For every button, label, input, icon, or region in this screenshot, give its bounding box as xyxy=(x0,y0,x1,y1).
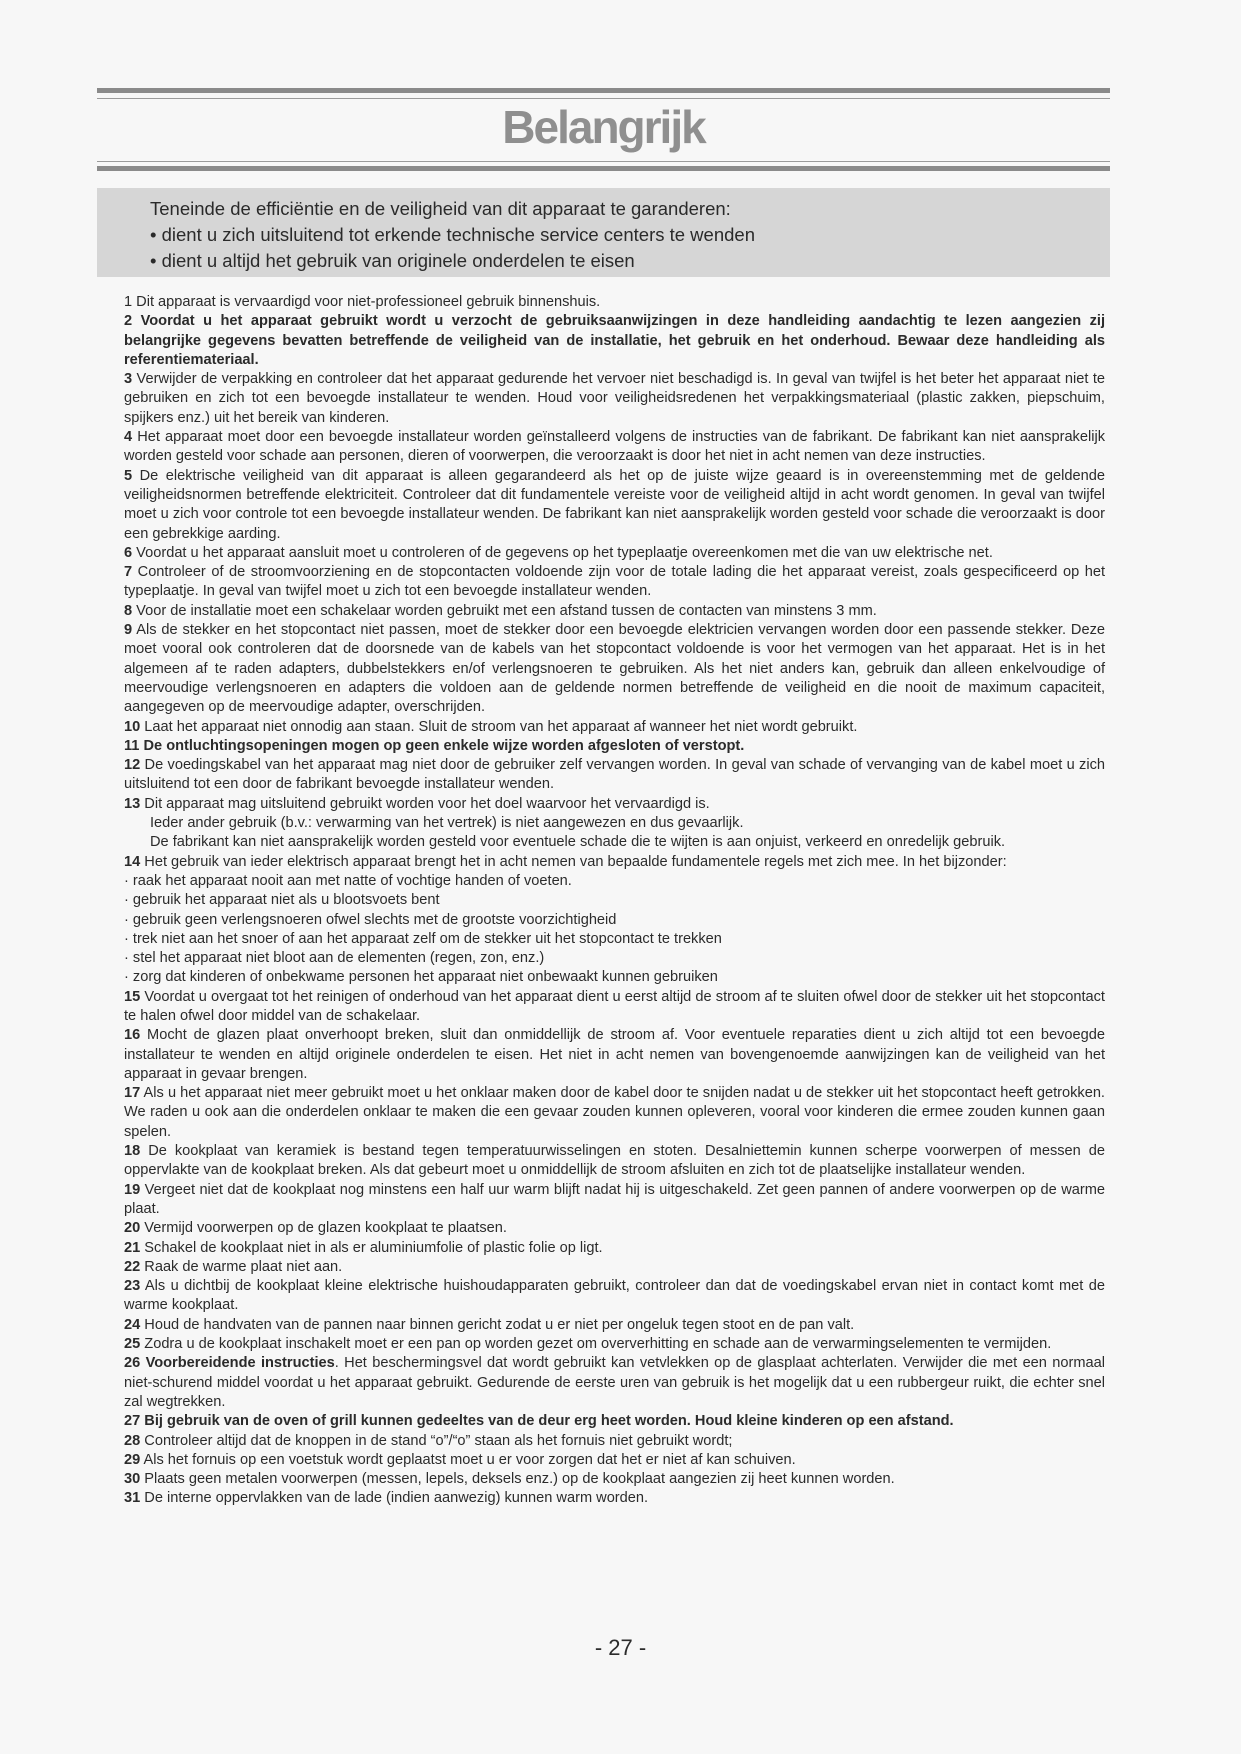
list-item: · trek niet aan het snoer of aan het apparaat zelf om de stekker uit het stopcontact te trekken xyxy=(124,930,722,947)
item-4: 4 Het apparaat moet door een bevoegde installateur worden geïnstalleerd volgens de instructies van de fabrikant. De fabrikant kan niet aansprakelijk worden gesteld voor schade aan personen, dieren of voorwerpen, die veroorzaakt is door het niet in acht nemen van deze instructies. xyxy=(124,429,1105,465)
item-30: 30 Plaats geen metalen voorwerpen (messen, lepels, deksels enz.) op de kookplaat aangezien zij heet kunnen worden. xyxy=(124,1471,895,1488)
item-16: 16 Mocht de glazen plaat onverhoopt breken, sluit dan onmiddellijk de stroom af. Voor eventuele reparaties dient u zich altijd tot een bevoegde installateur te wenden en altijd originele onderdelen te eisen. Het niet in acht nemen van bovengenoemde aanwijzingen kan de veiligheid van het apparaat in gevaar brengen. xyxy=(124,1027,1105,1082)
item-8: 8 Voor de installatie moet een schakelaar worden gebruikt met een afstand tussen de contacten van minstens 3 mm. xyxy=(124,602,877,619)
item-31: 31 De interne oppervlakken van de lade (indien aanwezig) kunnen warm worden. xyxy=(124,1490,649,1507)
instructions-body xyxy=(124,293,1105,1509)
item-21: 21 Schakel de kookplaat niet in als er aluminiumfolie of plastic folie op ligt. xyxy=(124,1239,603,1256)
item-7: 7 Controleer of de stroomvoorziening en de stopcontacten voldoende zijn voor de totale lading die het apparaat vereist, zoals gespecificeerd op het typeplaatje. In geval van twijfel moet u zich tot een bevoegde installateur wenden. xyxy=(124,564,1105,600)
list-item: · zorg dat kinderen of onbekwame personen het apparaat niet onbewaakt kunnen gebruiken xyxy=(124,969,718,986)
notice-box xyxy=(97,188,1110,277)
page-title: Belangrijk xyxy=(502,101,705,153)
header-rule-thin xyxy=(97,98,1110,99)
item-9: 9 Als de stekker en het stopcontact niet passen, moet de stekker door een bevoegde elektricien vervangen worden door een passende stekker. Deze moet vooral ook controleren dat de doorsnede van de kabels van het stopcontact voldoende is voor het vermogen van het apparaat. Het is in het algemeen af te raden adapters, dubbelstekkers en/of verlengsnoeren te gebruiken. Als het niet anders kan, gebruik dan alleen enkelvoudige of meervoudige verlengsnoeren en adapters die voldoen aan de geldende normen betreffende de veiligheid en die nooit de maximum capaciteit, aangegeven op de meervoudige adapter, overschrijden. xyxy=(124,622,1105,716)
item-25: 25 Zodra u de kookplaat inschakelt moet er een pan op worden gezet om oververhitting en schade aan de verwarmingselementen te vermijden. xyxy=(124,1336,1052,1353)
list-item: · gebruik het apparaat niet als u blootsvoets bent xyxy=(124,892,440,909)
item-3: 3 Verwijder de verpakking en controleer dat het apparaat gedurende het vervoer niet beschadigd is. In geval van twijfel is het beter het apparaat niet te gebruiken en zich tot een bevoegde installateur te wenden. Houd voor veiligheidsredenen het verpakkingsmateriaal (plastic zakken, piepschuim, spijkers enz.) uit het bereik van kinderen. xyxy=(124,371,1105,426)
list-item: · stel het apparaat niet bloot aan de elementen (regen, zon, enz.) xyxy=(124,950,545,967)
item-15: 15 Voordat u overgaat tot het reinigen of onderhoud van het apparaat dient u eerst altijd de stroom af te sluiten ofwel door de stekker uit het stopcontact te halen ofwel door middel van de schakelaar. xyxy=(124,988,1105,1024)
item-22: 22 Raak de warme plaat niet aan. xyxy=(124,1258,343,1275)
item-6: 6 Voordat u het apparaat aansluit moet u controleren of de gegevens op het typeplaatje overeenkomen met die van uw elektrische net. xyxy=(124,544,993,561)
item-26: 26 Voorbereidende instructies. Het beschermingsvel dat wordt gebruikt kan vetvlekken op de glasplaat achterlaten. Verwijder die met een normaal niet-schurend middel voordat u het apparaat gebruikt. Gedurende de eerste uren van gebruik is het mogelijk dat u een rubbergeur ruikt, die echter snel zal wegtrekken. xyxy=(124,1355,1105,1410)
item-23: 23 Als u dichtbij de kookplaat kleine elektrische huishoudapparaten gebruikt, controleer dan dat de voedingskabel ervan niet in contact komt met de warme kookplaat. xyxy=(124,1278,1105,1314)
item-17: 17 Als u het apparaat niet meer gebruikt moet u het onklaar maken door de kabel door te snijden nadat u de stekker uit het stopcontact heeft getrokken. We raden u ook aan die onderdelen onklaar te maken die een gevaar zouden kunnen opleveren, vooral voor kinderen die ermee zouden kunnen gaan spelen. xyxy=(124,1085,1105,1140)
notice-intro: Teneinde de efficiëntie en de veiligheid van dit apparaat te garanderen: xyxy=(150,198,731,219)
header-rule-thick xyxy=(97,88,1110,93)
item-19: 19 Vergeet niet dat de kookplaat nog minstens een half uur warm blijft nadat hij is uitgeschakeld. Zet geen pannen of andere voorwerpen op de warme plaat. xyxy=(124,1181,1105,1217)
item-14: 14 Het gebruik van ieder elektrisch apparaat brengt het in acht nemen van bepaalde fundamentele regels met zich mee. In het bijzonder: xyxy=(124,853,1007,870)
item-12: 12 De voedingskabel van het apparaat mag niet door de gebruiker zelf vervangen worden. In geval van schade of vervanging van de kabel moet u zich uitsluitend tot een door de fabrikant bevoegde installateur wenden. xyxy=(124,757,1105,793)
item-1: 1 Dit apparaat is vervaardigd voor niet-professioneel gebruik binnenshuis. xyxy=(124,294,601,310)
page-number: - 27 - xyxy=(594,1635,647,1660)
item-13-line-2: Ieder ander gebruik (b.v.: verwarming van het vertrek) is niet aangewezen en dus gevaarlijk. xyxy=(150,815,744,832)
list-item: · raak het apparaat nooit aan met natte of vochtige handen of voeten. xyxy=(124,872,572,889)
title-rule-thin xyxy=(97,161,1110,162)
item-2: 2 Voordat u het apparaat gebruikt wordt u verzocht de gebruiksaanwijzingen in deze handleiding aandachtig te lezen aangezien zij belangrijke gegevens bevatten betreffende de veiligheid van de installatie, het gebruik en het onderhoud. Bewaar deze handleiding als referentiemateriaal. xyxy=(124,313,1105,368)
item-10: 10 Laat het apparaat niet onnodig aan staan. Sluit de stroom van het apparaat af wanneer het niet wordt gebruikt. xyxy=(124,718,858,735)
notice-bullet-2: • dient u altijd het gebruik van originele onderdelen te eisen xyxy=(150,250,635,271)
item-29: 29 Als het fornuis op een voetstuk wordt geplaatst moet u er voor zorgen dat het er niet af kan schuiven. xyxy=(124,1451,796,1468)
item-18: 18 De kookplaat van keramiek is bestand tegen temperatuurwisselingen en stoten. Desalniettemin kunnen scherpe voorwerpen of messen de oppervlakte van de kookplaat breken. Als dat gebeurt moet u onmiddellijk de stroom afsluiten en zich tot de plaatselijke installateur wenden. xyxy=(124,1143,1105,1179)
item-27: 27 Bij gebruik van de oven of grill kunnen gedeeltes van de deur erg heet worden. Houd kleine kinderen op een afstand. xyxy=(124,1413,954,1430)
title-rule-thick xyxy=(97,166,1110,171)
notice-bullet-1: • dient u zich uitsluitend tot erkende technische service centers te wenden xyxy=(150,224,755,245)
item-24: 24 Houd de handvaten van de pannen naar binnen gericht zodat u er niet per ongeluk tegen stoot en de pan valt. xyxy=(124,1316,855,1333)
item-11: 11 De ontluchtingsopeningen mogen op geen enkele wijze worden afgesloten of verstopt. xyxy=(124,737,745,754)
list-item: · gebruik geen verlengsnoeren ofwel slechts met de grootste voorzichtigheid xyxy=(124,911,617,928)
item-20: 20 Vermijd voorwerpen op de glazen kookplaat te plaatsen. xyxy=(124,1220,507,1237)
item-13-line-3: De fabrikant kan niet aansprakelijk worden gesteld voor eventuele schade die te wijten is aan onjuist, verkeerd en onredelijk gebruik. xyxy=(150,834,1006,851)
item-28: 28 Controleer altijd dat de knoppen in de stand “o”/“o” staan als het fornuis niet gebruikt wordt; xyxy=(124,1432,733,1449)
item-13: 13 Dit apparaat mag uitsluitend gebruikt worden voor het doel waarvoor het vervaardigd is. xyxy=(124,795,710,812)
item-5: 5 De elektrische veiligheid van dit apparaat is alleen gegarandeerd als het op de juiste wijze geaard is in overeenstemming met de geldende veiligheidsnormen betreffende elektriciteit. Controleer dat dit fundamentele vereiste voor de veiligheid altijd in acht wordt genomen. In geval van twijfel moet u zich voor controle tot een bevoegde installateur wenden. De fabrikant kan niet aansprakelijk worden gesteld voor schade die veroorzaakt is door een gebrekkige aarding. xyxy=(124,467,1105,542)
